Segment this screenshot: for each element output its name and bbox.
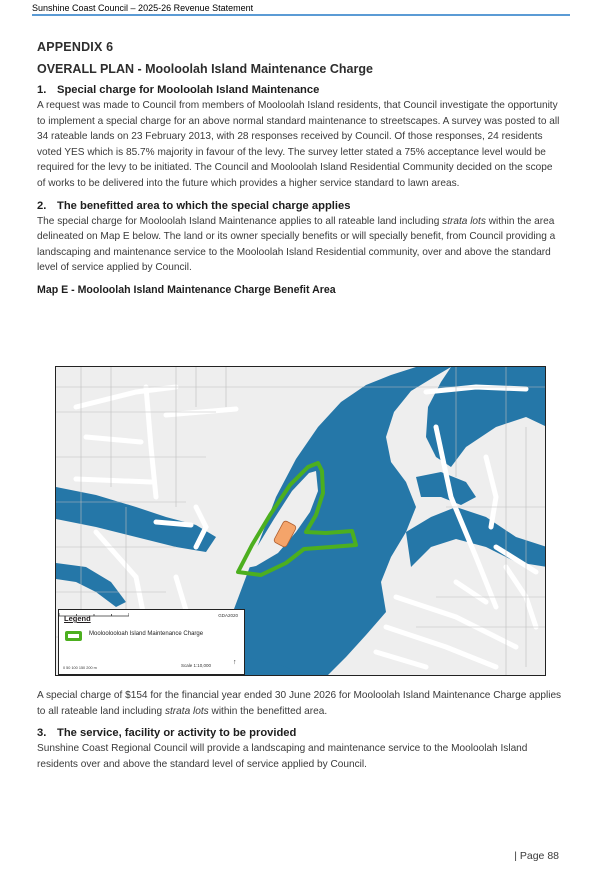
section-3-text: Sunshine Coast Regional Council will provide a landscaping and maintenance service to the Mooloolah Island residents over and above the standard level of service applied by Council. [37,743,528,770]
charge-amount-text [37,688,563,719]
page-title: OVERALL PLAN - Mooloolah Island Maintenance Charge [37,62,373,76]
section-1-title: Special charge for Mooloolah Island Maintenance [57,84,320,96]
legend-code: GDA2020 [218,613,238,618]
section-2-heading [37,200,563,212]
map-legend [58,609,245,675]
legend-item-label: Mooloolooloah Island Maintenance Charge [89,631,204,637]
section-3-number: 3. [37,727,47,740]
map-e [55,366,546,676]
legend-swatch [65,631,82,641]
section-2-text-part2: within the area delineated on Map E below. The land or its owner specially benefits or will specially benefit, from Council providing a landscaping and maintenance service to the Mooloolah Island Residential community, over and above the standard level of service applied by Council. [37,215,556,274]
appendix-label: APPENDIX 6 [37,40,114,54]
charge-text-italic: strata lots [164,705,209,717]
header-rule [32,14,570,16]
scale-unit: m [93,666,97,670]
map-caption: Map E - Mooloolah Island Maintenance Charge Benefit Area [37,283,336,296]
main-content [37,40,563,306]
section-3-title: The service, facility or activity to be provided [57,727,297,740]
page-number: | Page 88 [514,850,559,862]
document-header: Sunshine Coast Council – 2025-26 Revenue Statement [32,3,254,13]
scale-text: Scale 1:10,000 [181,663,212,668]
section-1-text: A request was made to Council from members of Mooloolah Island residents, that Council investigate the opportunity to implement a special charge for an above normal standard maintenance to streetscapes. A survey was posted to all 34 rateable lands on 23 February 2013, with 28 responses received by Council. Of those responses, 24 residents voted YES which is 85.7% majority in favour of the levy. The survey letter stated a 75% acceptance level would be required for the levy to be initiated. The Council and Mooloolah Island Residential Community decided on the scope of works to be delivered into the future which provides a higher service standard to lawn areas. [37,100,560,189]
section-3-heading [37,727,563,739]
section-1-heading [37,84,563,96]
section-2-text-part1: The special charge for Mooloolah Island Maintenance applies to all rateable land including [37,215,443,227]
section-2-text [37,214,563,276]
section-2-text-italic: strata lots [442,215,486,227]
section-2-title: The benefitted area to which the special charge applies [57,199,351,212]
legend-title: Legend [64,614,91,623]
scale-ticks [63,666,97,670]
charge-text-part1: A special charge of $154 for the financial year ended 30 June 2026 for Mooloolah Island Maintenance Charge applies to all rateable land including [37,690,562,717]
after-map-content [37,688,563,780]
north-arrow-icon: ↑ [233,659,237,666]
scale-bar [59,610,129,618]
scale-tick-values: 0 50 100 150 200 [63,666,93,670]
section-1-number: 1. [37,84,47,96]
section-2-number: 2. [37,199,47,212]
charge-text-part2: within the benefitted area. [208,705,328,717]
